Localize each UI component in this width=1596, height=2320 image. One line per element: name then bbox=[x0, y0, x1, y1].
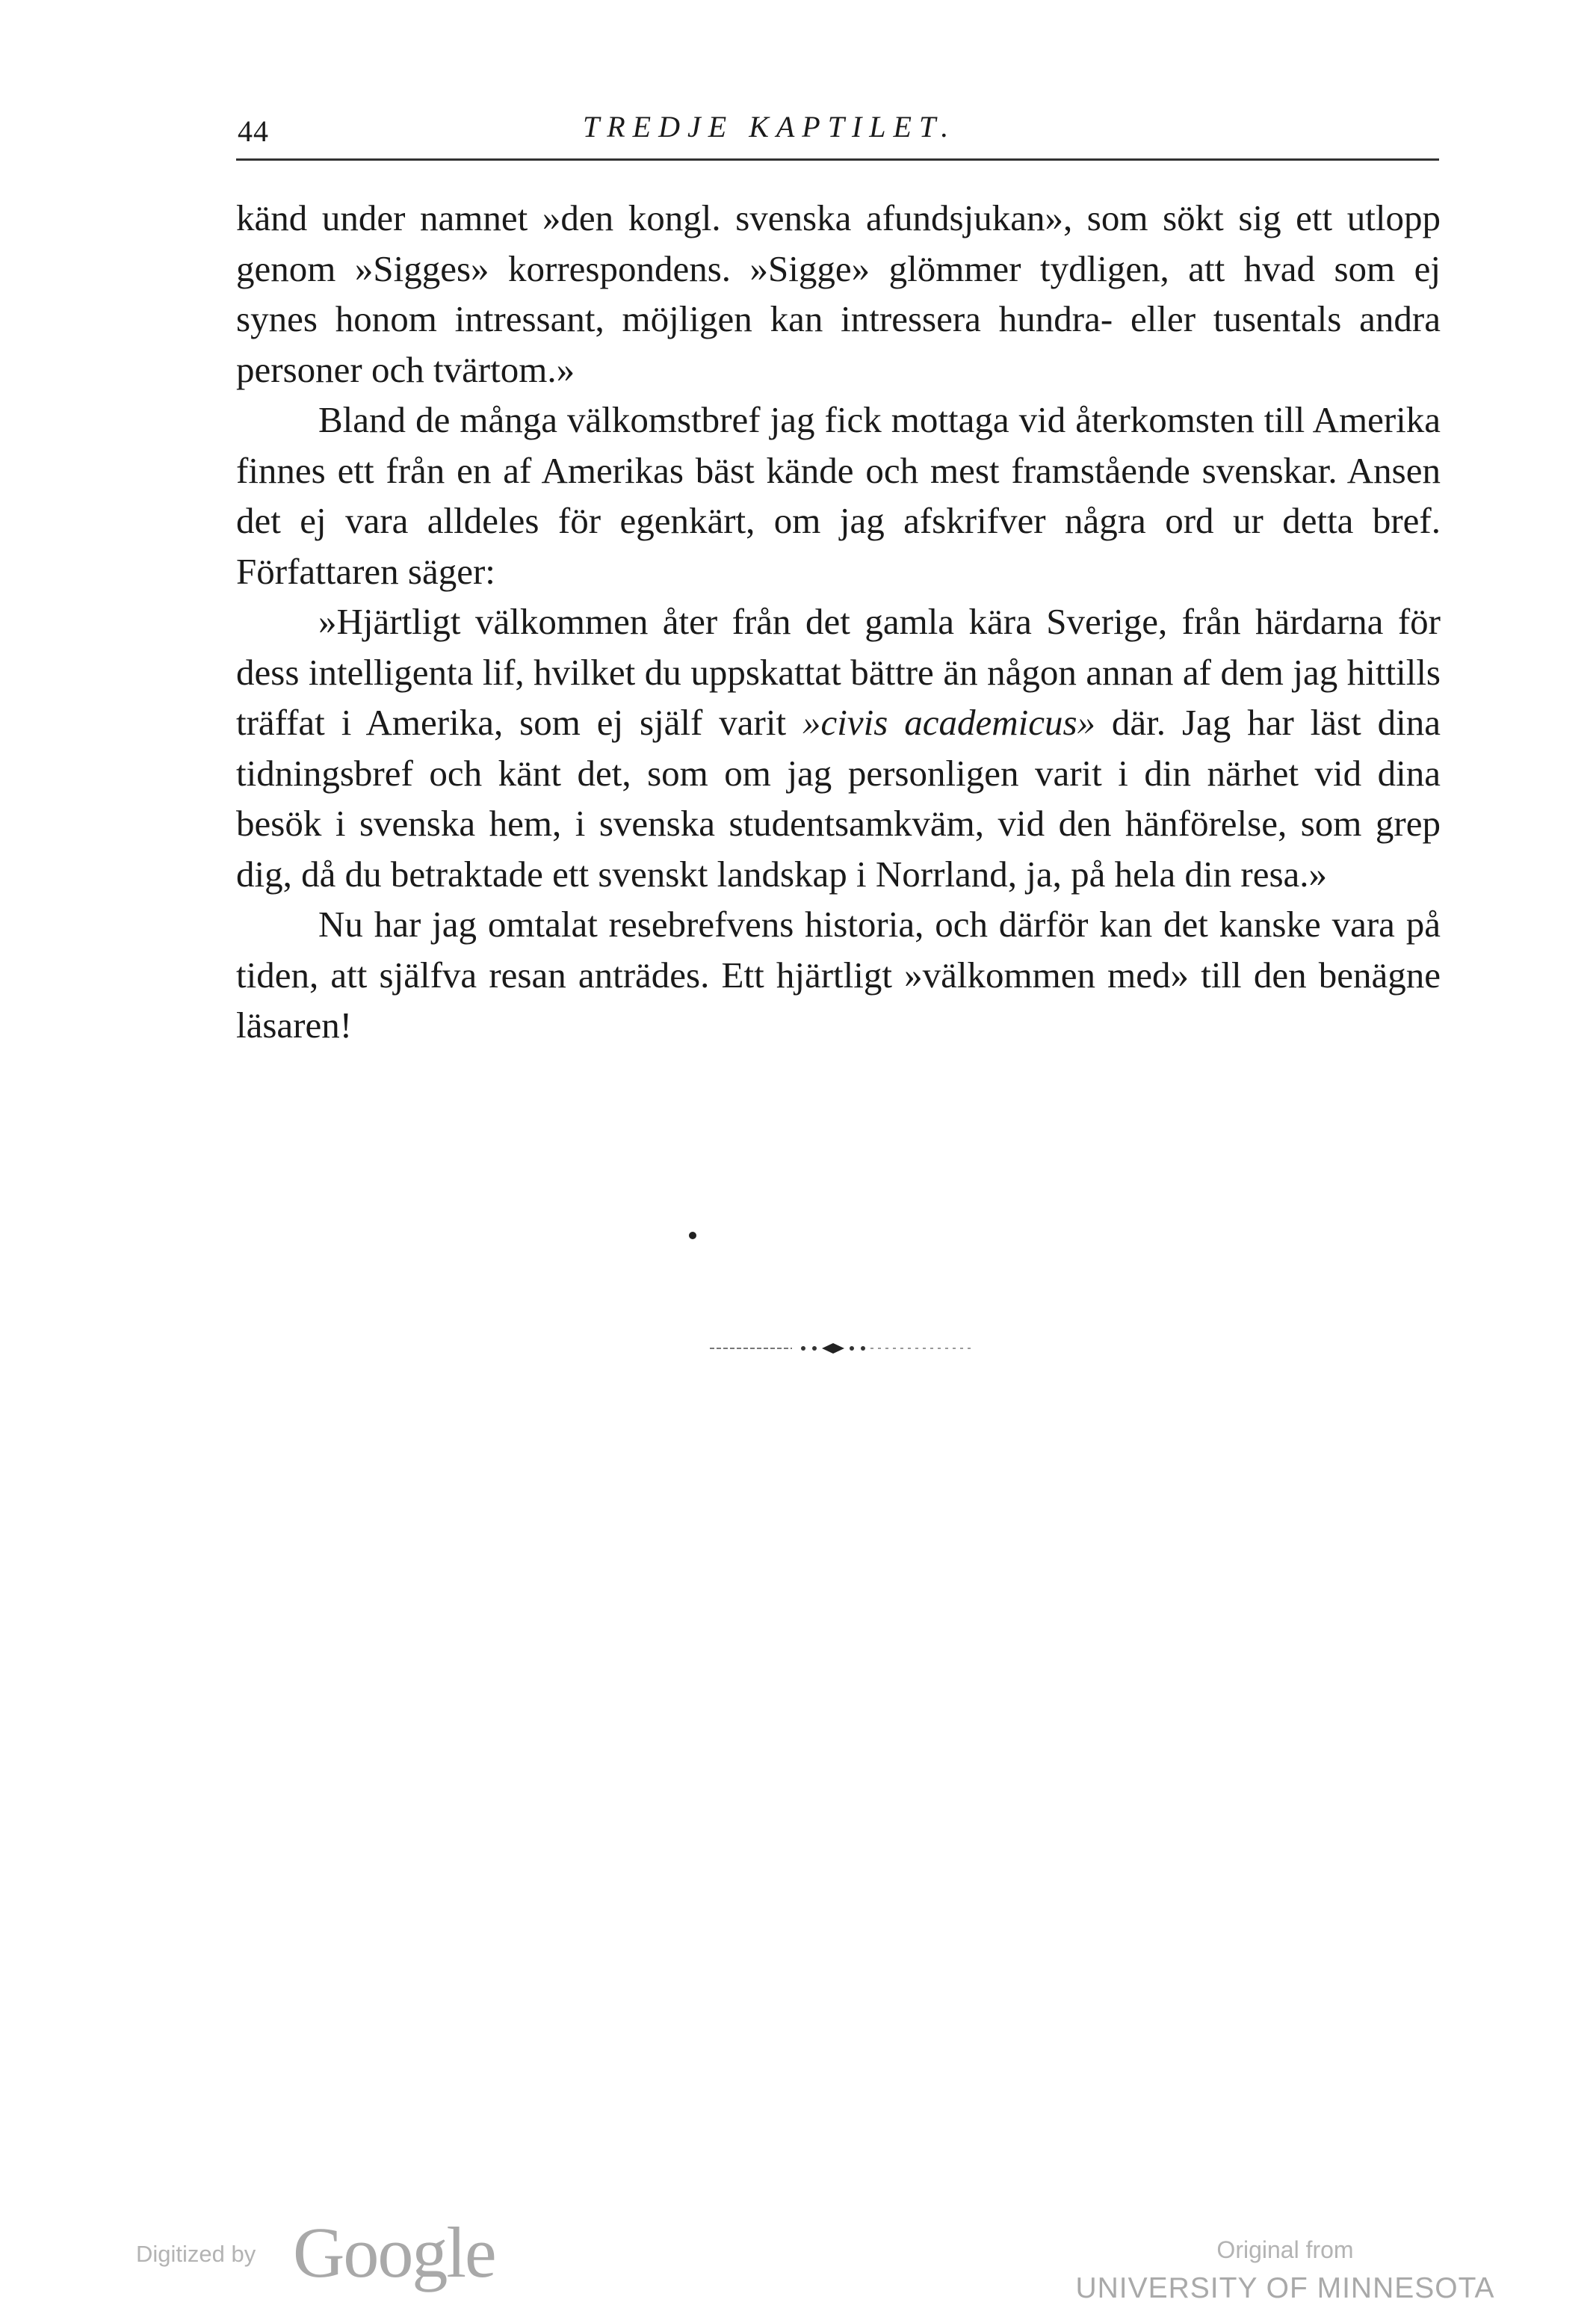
stray-dot bbox=[689, 1232, 696, 1239]
page-number: 44 bbox=[238, 114, 269, 148]
paragraph-1: känd under namnet »den kongl. svenska afundsjukan», som sökt sig ett utlopp genom »Sigges» korrespondens. »Sigge» glömmer tydligen, att hvad som ej synes honom intressant, möjligen kan intressera hundra- eller tusentals andra personer och tvärtom.» bbox=[236, 197, 1441, 390]
paragraph-2: Bland de många välkomstbref jag fick mottaga vid återkomsten till Amerika finnes ett från en af Amerikas bäst kände och mest framstående svenskar. Ansen det ej vara alldeles för egenkärt, om jag afskrifver några ord ur detta bref. Författaren säger: bbox=[236, 399, 1441, 592]
original-from-label: Original from bbox=[1216, 2236, 1354, 2263]
paragraph-3-end: där. Jag har läst dina tidningsbref och känt det, som om jag personligen varit i din närhet vid dina besök i svenska hem, i svenska studentsamkväm, vid den hänförelse, som grep dig, då du betraktade ett svenskt landskap i Norrland, ja, på hela din resa.» bbox=[236, 702, 1441, 895]
paragraph-4: Nu har jag omtalat resebrefvens historia, och därför kan det kanske vara på tiden, att själfva resan anträdes. Ett hjärtligt »välkommen med» till den benägne läsaren! bbox=[236, 904, 1441, 1046]
google-logo: Google bbox=[293, 2212, 495, 2292]
latin-phrase: »civis academicus» bbox=[802, 702, 1096, 743]
header-rule bbox=[236, 158, 1439, 161]
digitized-by-label: Digitized by bbox=[136, 2241, 256, 2267]
paragraph-3-start: »Hjärtligt välkommen åter från det gamla kära Sverige, från härdarna för dess intelligenta lif, hvilket du uppskattat bättre än någon annan af dem jag hittills träffat i Amerika, som ej själf varit bbox=[236, 601, 1441, 743]
paragraph-3 bbox=[236, 596, 1441, 899]
university-label: UNIVERSITY OF MINNESOTA bbox=[1075, 2272, 1495, 2304]
body-text bbox=[236, 193, 1441, 1051]
running-head: TREDJE KAPTILET. bbox=[583, 110, 956, 144]
ornament-divider bbox=[710, 1339, 971, 1357]
